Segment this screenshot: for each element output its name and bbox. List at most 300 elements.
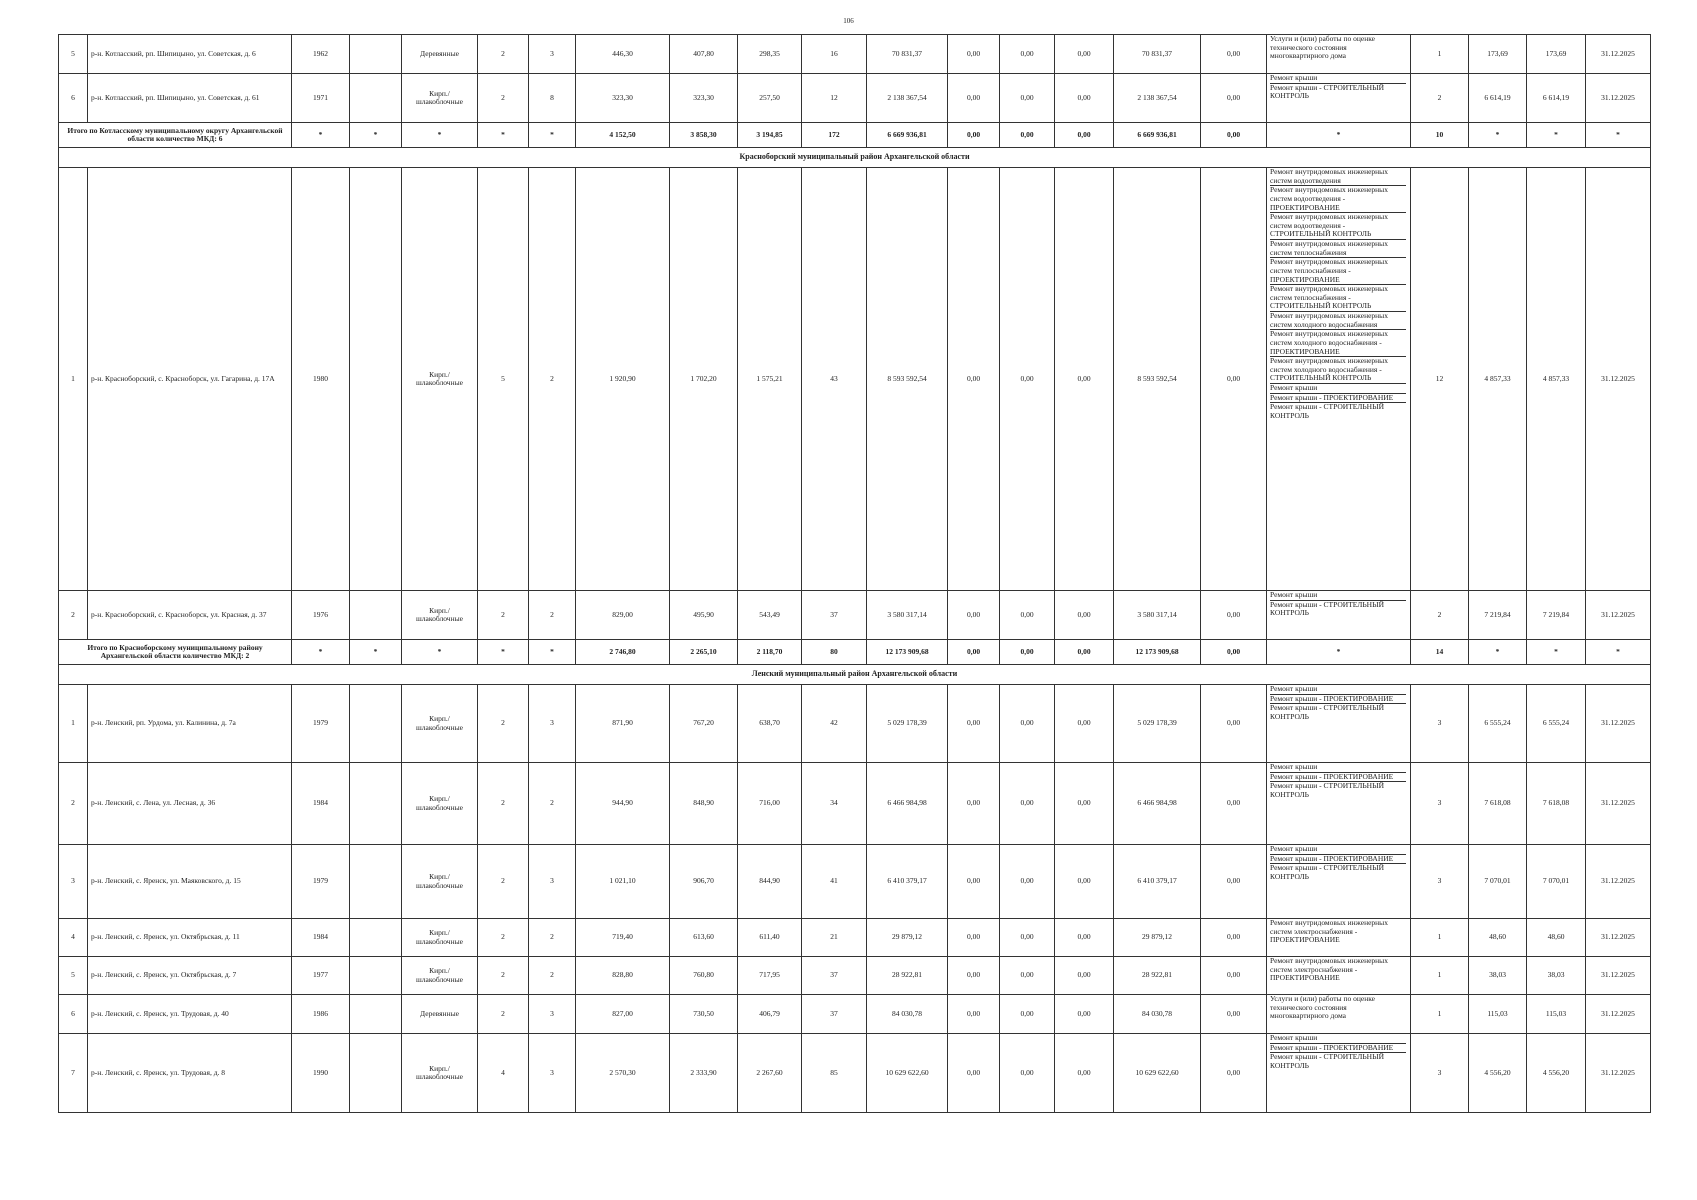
owners: 2 138 367,54	[1114, 74, 1201, 123]
commission-year: 1986	[292, 995, 350, 1034]
budget-subject: 0,00	[1000, 995, 1055, 1034]
area-living: 613,60	[670, 919, 738, 957]
works-total: *	[1267, 123, 1411, 148]
works-list	[1270, 74, 1406, 101]
last-repair-year	[350, 74, 402, 123]
work-item: Ремонт крыши	[1270, 685, 1406, 695]
budget-subject: 0,00	[1000, 845, 1055, 919]
table-row	[59, 957, 1651, 995]
deadline: 31.12.2025	[1586, 845, 1651, 919]
area-total: 446,30	[576, 35, 670, 74]
work-item: Ремонт крыши - СТРОИТЕЛЬНЫЙ КОНТРОЛЬ	[1270, 703, 1385, 721]
works-count: 1	[1411, 919, 1469, 957]
works-count: 10	[1411, 123, 1469, 148]
owners: 6 466 984,98	[1114, 763, 1201, 845]
floors: *	[478, 123, 529, 148]
max-unit-cost: 6 614,19	[1527, 74, 1586, 123]
works-count: 12	[1411, 168, 1469, 591]
entrances: 3	[529, 35, 576, 74]
total-row	[59, 640, 1651, 665]
deadline: 31.12.2025	[1586, 74, 1651, 123]
area-apts: 257,50	[738, 74, 802, 123]
last-repair-year	[350, 995, 402, 1034]
area-apts: 543,49	[738, 591, 802, 640]
fund: 0,00	[948, 995, 1000, 1034]
works-cell	[1267, 591, 1411, 640]
fund: 0,00	[948, 919, 1000, 957]
unit-cost: 4 857,33	[1469, 168, 1527, 591]
owners: 84 030,78	[1114, 995, 1201, 1034]
last-repair-year	[350, 763, 402, 845]
works-cell	[1267, 168, 1411, 591]
budget-local: 0,00	[1055, 35, 1114, 74]
unit-cost: 38,03	[1469, 957, 1527, 995]
last-repair-year	[350, 685, 402, 763]
area-total: 4 152,50	[576, 123, 670, 148]
other: 0,00	[1201, 640, 1267, 665]
owners: 28 922,81	[1114, 957, 1201, 995]
fund: 0,00	[948, 123, 1000, 148]
area-total: 719,40	[576, 919, 670, 957]
area-apts: 611,40	[738, 919, 802, 957]
entrances: 2	[529, 763, 576, 845]
works-count: 2	[1411, 591, 1469, 640]
floors: 2	[478, 995, 529, 1034]
max-unit-cost: 48,60	[1527, 919, 1586, 957]
floors: 2	[478, 919, 529, 957]
work-item: Ремонт внутридомовых инженерных систем холодного водоснабжения - СТРОИТЕЛЬНЫЙ КОНТРОЛЬ	[1270, 357, 1406, 384]
area-total: 1 920,90	[576, 168, 670, 591]
commission-year: 1980	[292, 168, 350, 591]
fund: 0,00	[948, 845, 1000, 919]
budget-local: 0,00	[1055, 957, 1114, 995]
residents: 42	[802, 685, 867, 763]
table-row	[59, 763, 1651, 845]
work-item: Ремонт внутридомовых инженерных систем теплоснабжения - СТРОИТЕЛЬНЫЙ КОНТРОЛЬ	[1270, 285, 1406, 312]
other: 0,00	[1201, 845, 1267, 919]
area-living: 495,90	[670, 591, 738, 640]
work-item: Ремонт крыши - СТРОИТЕЛЬНЫЙ КОНТРОЛЬ	[1270, 1052, 1385, 1070]
area-living: 767,20	[670, 685, 738, 763]
residents: 37	[802, 995, 867, 1034]
work-item: Услуги и (или) работы по оценке технического состояния многоквартирного дома	[1270, 994, 1375, 1021]
works-list	[1270, 845, 1406, 882]
entrances: 3	[529, 685, 576, 763]
row-number: 5	[59, 35, 88, 74]
work-item: Ремонт крыши - СТРОИТЕЛЬНЫЙ КОНТРОЛЬ	[1270, 82, 1385, 101]
fund: 0,00	[948, 74, 1000, 123]
work-item: Ремонт внутридомовых инженерных систем электроснабжения - ПРОЕКТИРОВАНИЕ	[1270, 956, 1388, 983]
residents: 34	[802, 763, 867, 845]
budget-local: 0,00	[1055, 168, 1114, 591]
other: 0,00	[1201, 35, 1267, 74]
area-living: 760,80	[670, 957, 738, 995]
unit-cost: 115,03	[1469, 995, 1527, 1034]
budget-local: 0,00	[1055, 123, 1114, 148]
work-item: Ремонт внутридомовых инженерных систем холодного водоснабжения - ПРОЕКТИРОВАНИЕ	[1270, 330, 1406, 357]
budget-local: 0,00	[1055, 919, 1114, 957]
area-living: 730,50	[670, 995, 738, 1034]
unit-cost: 7 618,08	[1469, 763, 1527, 845]
works-list	[1270, 1034, 1406, 1071]
deadline: *	[1586, 640, 1651, 665]
address: р-н. Красноборский, с. Красноборск, ул. Гагарина, д. 17А	[88, 168, 292, 591]
area-total: 944,90	[576, 763, 670, 845]
work-item: Ремонт крыши	[1270, 763, 1406, 773]
other: 0,00	[1201, 685, 1267, 763]
repair-register-table	[58, 34, 1651, 1113]
work-item: Ремонт внутридомовых инженерных систем водоотведения	[1270, 168, 1406, 186]
work-item: Ремонт крыши - СТРОИТЕЛЬНЫЙ КОНТРОЛЬ	[1270, 781, 1385, 799]
other: 0,00	[1201, 74, 1267, 123]
table-row	[59, 1034, 1651, 1113]
area-total: 323,30	[576, 74, 670, 123]
floors: 2	[478, 74, 529, 123]
commission-year: 1971	[292, 74, 350, 123]
unit-cost: 6 555,24	[1469, 685, 1527, 763]
unit-cost: *	[1469, 640, 1527, 665]
table-row	[59, 591, 1651, 640]
max-unit-cost: 7 618,08	[1527, 763, 1586, 845]
budget-subject: 0,00	[1000, 919, 1055, 957]
total-label: Итого по Котласскому муниципальному округу Архангельской области количество МКД: 6	[59, 123, 292, 148]
row-number: 2	[59, 763, 88, 845]
commission-year: *	[292, 640, 350, 665]
last-repair-year: *	[350, 640, 402, 665]
last-repair-year	[350, 35, 402, 74]
area-living: 848,90	[670, 763, 738, 845]
work-item: Ремонт внутридомовых инженерных систем электроснабжения - ПРОЕКТИРОВАНИЕ	[1270, 918, 1388, 945]
other: 0,00	[1201, 1034, 1267, 1113]
cost-total: 5 029 178,39	[867, 685, 948, 763]
address: р-н. Ленский, с. Яренск, ул. Трудовая, д. 8	[88, 1034, 292, 1113]
table-row	[59, 845, 1651, 919]
work-item: Ремонт крыши	[1270, 1034, 1406, 1044]
section-header-row	[59, 148, 1651, 168]
commission-year: 1962	[292, 35, 350, 74]
area-apts: 717,95	[738, 957, 802, 995]
residents: 37	[802, 591, 867, 640]
address: р-н. Котласский, рп. Шипицыно, ул. Советская, д. 6	[88, 35, 292, 74]
cost-total: 2 138 367,54	[867, 74, 948, 123]
budget-subject: 0,00	[1000, 1034, 1055, 1113]
area-living: 323,30	[670, 74, 738, 123]
residents: 21	[802, 919, 867, 957]
residents: 80	[802, 640, 867, 665]
last-repair-year	[350, 1034, 402, 1113]
area-apts: 2 118,70	[738, 640, 802, 665]
area-living: 407,80	[670, 35, 738, 74]
area-total: 828,80	[576, 957, 670, 995]
other: 0,00	[1201, 123, 1267, 148]
work-item: Ремонт крыши - СТРОИТЕЛЬНЫЙ КОНТРОЛЬ	[1270, 402, 1385, 420]
works-list	[1270, 919, 1406, 945]
fund: 0,00	[948, 640, 1000, 665]
cost-total: 6 466 984,98	[867, 763, 948, 845]
table-row	[59, 35, 1651, 74]
work-item: Ремонт внутридомовых инженерных систем теплоснабжения	[1270, 240, 1406, 258]
floors: 2	[478, 845, 529, 919]
floors: 2	[478, 763, 529, 845]
budget-subject: 0,00	[1000, 74, 1055, 123]
works-count: 3	[1411, 685, 1469, 763]
work-item: Ремонт внутридомовых инженерных систем холодного водоснабжения	[1270, 312, 1406, 330]
works-cell	[1267, 845, 1411, 919]
fund: 0,00	[948, 685, 1000, 763]
budget-local: 0,00	[1055, 995, 1114, 1034]
work-item: Ремонт крыши - ПРОЕКТИРОВАНИЕ	[1270, 855, 1406, 865]
floors: 2	[478, 35, 529, 74]
residents: 172	[802, 123, 867, 148]
budget-local: 0,00	[1055, 1034, 1114, 1113]
address: р-н. Ленский, с. Лена, ул. Лесная, д. 36	[88, 763, 292, 845]
commission-year: 1976	[292, 591, 350, 640]
deadline: 31.12.2025	[1586, 591, 1651, 640]
row-number: 6	[59, 74, 88, 123]
other: 0,00	[1201, 957, 1267, 995]
table-row	[59, 168, 1651, 591]
budget-local: 0,00	[1055, 685, 1114, 763]
budget-subject: 0,00	[1000, 168, 1055, 591]
unit-cost: 7 219,84	[1469, 591, 1527, 640]
section-title: Красноборский муниципальный район Архангельской области	[59, 148, 1651, 168]
works-list	[1270, 685, 1406, 722]
other: 0,00	[1201, 995, 1267, 1034]
budget-subject: 0,00	[1000, 957, 1055, 995]
unit-cost: 6 614,19	[1469, 74, 1527, 123]
work-item: Ремонт крыши	[1270, 845, 1406, 855]
cost-total: 6 410 379,17	[867, 845, 948, 919]
floors: 4	[478, 1034, 529, 1113]
works-cell	[1267, 1034, 1411, 1113]
max-unit-cost: 4 556,20	[1527, 1034, 1586, 1113]
cost-total: 70 831,37	[867, 35, 948, 74]
area-apts: 2 267,60	[738, 1034, 802, 1113]
works-list	[1270, 591, 1406, 618]
wall-material: Кирп./ шлакоблочные	[402, 919, 478, 957]
works-cell	[1267, 919, 1411, 957]
page-number: 106	[843, 17, 854, 25]
area-living: 3 858,30	[670, 123, 738, 148]
total-label: Итого по Красноборскому муниципальному району Архангельской области количество МКД: 2	[59, 640, 292, 665]
row-number: 2	[59, 591, 88, 640]
fund: 0,00	[948, 168, 1000, 591]
cost-total: 29 879,12	[867, 919, 948, 957]
deadline: 31.12.2025	[1586, 919, 1651, 957]
fund: 0,00	[948, 957, 1000, 995]
wall-material: Деревянные	[402, 995, 478, 1034]
deadline: 31.12.2025	[1586, 35, 1651, 74]
owners: 5 029 178,39	[1114, 685, 1201, 763]
works-count: 1	[1411, 957, 1469, 995]
budget-subject: 0,00	[1000, 123, 1055, 148]
last-repair-year	[350, 919, 402, 957]
cost-total: 84 030,78	[867, 995, 948, 1034]
area-apts: 844,90	[738, 845, 802, 919]
unit-cost: 48,60	[1469, 919, 1527, 957]
area-total: 2 746,80	[576, 640, 670, 665]
owners: 70 831,37	[1114, 35, 1201, 74]
budget-local: 0,00	[1055, 74, 1114, 123]
floors: 2	[478, 685, 529, 763]
deadline: *	[1586, 123, 1651, 148]
work-item: Ремонт внутридомовых инженерных систем водоотведения - ПРОЕКТИРОВАНИЕ	[1270, 186, 1406, 213]
wall-material: Кирп./ шлакоблочные	[402, 1034, 478, 1113]
fund: 0,00	[948, 591, 1000, 640]
residents: 41	[802, 845, 867, 919]
work-item: Ремонт крыши - ПРОЕКТИРОВАНИЕ	[1270, 695, 1406, 705]
work-item: Ремонт крыши - СТРОИТЕЛЬНЫЙ КОНТРОЛЬ	[1270, 863, 1385, 881]
area-apts: 638,70	[738, 685, 802, 763]
works-list	[1270, 763, 1406, 800]
area-apts: 3 194,85	[738, 123, 802, 148]
commission-year: 1977	[292, 957, 350, 995]
entrances: 8	[529, 74, 576, 123]
other: 0,00	[1201, 919, 1267, 957]
row-number: 3	[59, 845, 88, 919]
row-number: 5	[59, 957, 88, 995]
residents: 12	[802, 74, 867, 123]
last-repair-year: *	[350, 123, 402, 148]
entrances: 2	[529, 919, 576, 957]
address: р-н. Ленский, с. Яренск, ул. Октябрьская, д. 11	[88, 919, 292, 957]
section-title: Ленский муниципальный район Архангельской области	[59, 665, 1651, 685]
deadline: 31.12.2025	[1586, 168, 1651, 591]
other: 0,00	[1201, 168, 1267, 591]
floors: 2	[478, 957, 529, 995]
deadline: 31.12.2025	[1586, 685, 1651, 763]
work-item: Ремонт крыши	[1270, 384, 1406, 394]
cost-total: 12 173 909,68	[867, 640, 948, 665]
floors: 5	[478, 168, 529, 591]
area-apts: 716,00	[738, 763, 802, 845]
works-cell	[1267, 957, 1411, 995]
area-total: 827,00	[576, 995, 670, 1034]
wall-material: Кирп./ шлакоблочные	[402, 685, 478, 763]
works-count: 3	[1411, 1034, 1469, 1113]
work-item: Ремонт крыши - ПРОЕКТИРОВАНИЕ	[1270, 1044, 1406, 1054]
entrances: 2	[529, 957, 576, 995]
max-unit-cost: 7 070,01	[1527, 845, 1586, 919]
area-living: 906,70	[670, 845, 738, 919]
commission-year: 1984	[292, 919, 350, 957]
deadline: 31.12.2025	[1586, 957, 1651, 995]
last-repair-year	[350, 957, 402, 995]
wall-material: Кирп./ шлакоблочные	[402, 763, 478, 845]
floors: *	[478, 640, 529, 665]
address: р-н. Ленский, рп. Урдома, ул. Калинина, д. 7а	[88, 685, 292, 763]
fund: 0,00	[948, 35, 1000, 74]
works-cell	[1267, 763, 1411, 845]
commission-year: *	[292, 123, 350, 148]
work-item: Ремонт крыши	[1270, 591, 1406, 601]
unit-cost: 173,69	[1469, 35, 1527, 74]
owners: 8 593 592,54	[1114, 168, 1201, 591]
other: 0,00	[1201, 591, 1267, 640]
floors: 2	[478, 591, 529, 640]
work-item: Ремонт внутридомовых инженерных систем водоотведения - СТРОИТЕЛЬНЫЙ КОНТРОЛЬ	[1270, 213, 1406, 240]
works-list	[1270, 168, 1406, 421]
area-total: 2 570,30	[576, 1034, 670, 1113]
area-total: 829,00	[576, 591, 670, 640]
owners: 6 410 379,17	[1114, 845, 1201, 919]
works-count: 14	[1411, 640, 1469, 665]
entrances: 3	[529, 1034, 576, 1113]
area-living: 2 333,90	[670, 1034, 738, 1113]
budget-subject: 0,00	[1000, 591, 1055, 640]
deadline: 31.12.2025	[1586, 1034, 1651, 1113]
row-number: 1	[59, 685, 88, 763]
cost-total: 6 669 936,81	[867, 123, 948, 148]
table-row	[59, 74, 1651, 123]
cost-total: 3 580 317,14	[867, 591, 948, 640]
wall-material: *	[402, 123, 478, 148]
table-row	[59, 919, 1651, 957]
deadline: 31.12.2025	[1586, 763, 1651, 845]
total-row	[59, 123, 1651, 148]
entrances: 3	[529, 995, 576, 1034]
section-header-row	[59, 665, 1651, 685]
area-living: 1 702,20	[670, 168, 738, 591]
residents: 37	[802, 957, 867, 995]
residents: 16	[802, 35, 867, 74]
commission-year: 1984	[292, 763, 350, 845]
unit-cost: 4 556,20	[1469, 1034, 1527, 1113]
works-list	[1270, 995, 1406, 1021]
max-unit-cost: 4 857,33	[1527, 168, 1586, 591]
max-unit-cost: *	[1527, 640, 1586, 665]
table-row	[59, 995, 1651, 1034]
area-total: 871,90	[576, 685, 670, 763]
wall-material: Кирп./ шлакоблочные	[402, 957, 478, 995]
address: р-н. Котласский, рп. Шипицыно, ул. Советская, д. 61	[88, 74, 292, 123]
works-list	[1270, 35, 1406, 61]
wall-material: Кирп./ шлакоблочные	[402, 591, 478, 640]
address: р-н. Ленский, с. Яренск, ул. Октябрьская, д. 7	[88, 957, 292, 995]
entrances: *	[529, 123, 576, 148]
row-number: 6	[59, 995, 88, 1034]
works-cell	[1267, 995, 1411, 1034]
owners: 12 173 909,68	[1114, 640, 1201, 665]
work-item: Ремонт крыши - СТРОИТЕЛЬНЫЙ КОНТРОЛЬ	[1270, 599, 1385, 618]
table-row	[59, 685, 1651, 763]
deadline: 31.12.2025	[1586, 995, 1651, 1034]
wall-material: Кирп./ шлакоблочные	[402, 845, 478, 919]
works-count: 1	[1411, 35, 1469, 74]
unit-cost: 7 070,01	[1469, 845, 1527, 919]
budget-subject: 0,00	[1000, 685, 1055, 763]
unit-cost: *	[1469, 123, 1527, 148]
works-list	[1270, 957, 1406, 983]
commission-year: 1979	[292, 685, 350, 763]
row-number: 4	[59, 919, 88, 957]
works-count: 1	[1411, 995, 1469, 1034]
residents: 43	[802, 168, 867, 591]
work-item: Ремонт крыши - ПРОЕКТИРОВАНИЕ	[1270, 394, 1406, 404]
wall-material: *	[402, 640, 478, 665]
budget-subject: 0,00	[1000, 640, 1055, 665]
area-apts: 298,35	[738, 35, 802, 74]
works-count: 3	[1411, 763, 1469, 845]
address: р-н. Красноборский, с. Красноборск, ул. Красная, д. 37	[88, 591, 292, 640]
commission-year: 1990	[292, 1034, 350, 1113]
max-unit-cost: 7 219,84	[1527, 591, 1586, 640]
budget-local: 0,00	[1055, 845, 1114, 919]
works-count: 3	[1411, 845, 1469, 919]
wall-material: Кирп./ шлакоблочные	[402, 74, 478, 123]
area-apts: 1 575,21	[738, 168, 802, 591]
max-unit-cost: *	[1527, 123, 1586, 148]
